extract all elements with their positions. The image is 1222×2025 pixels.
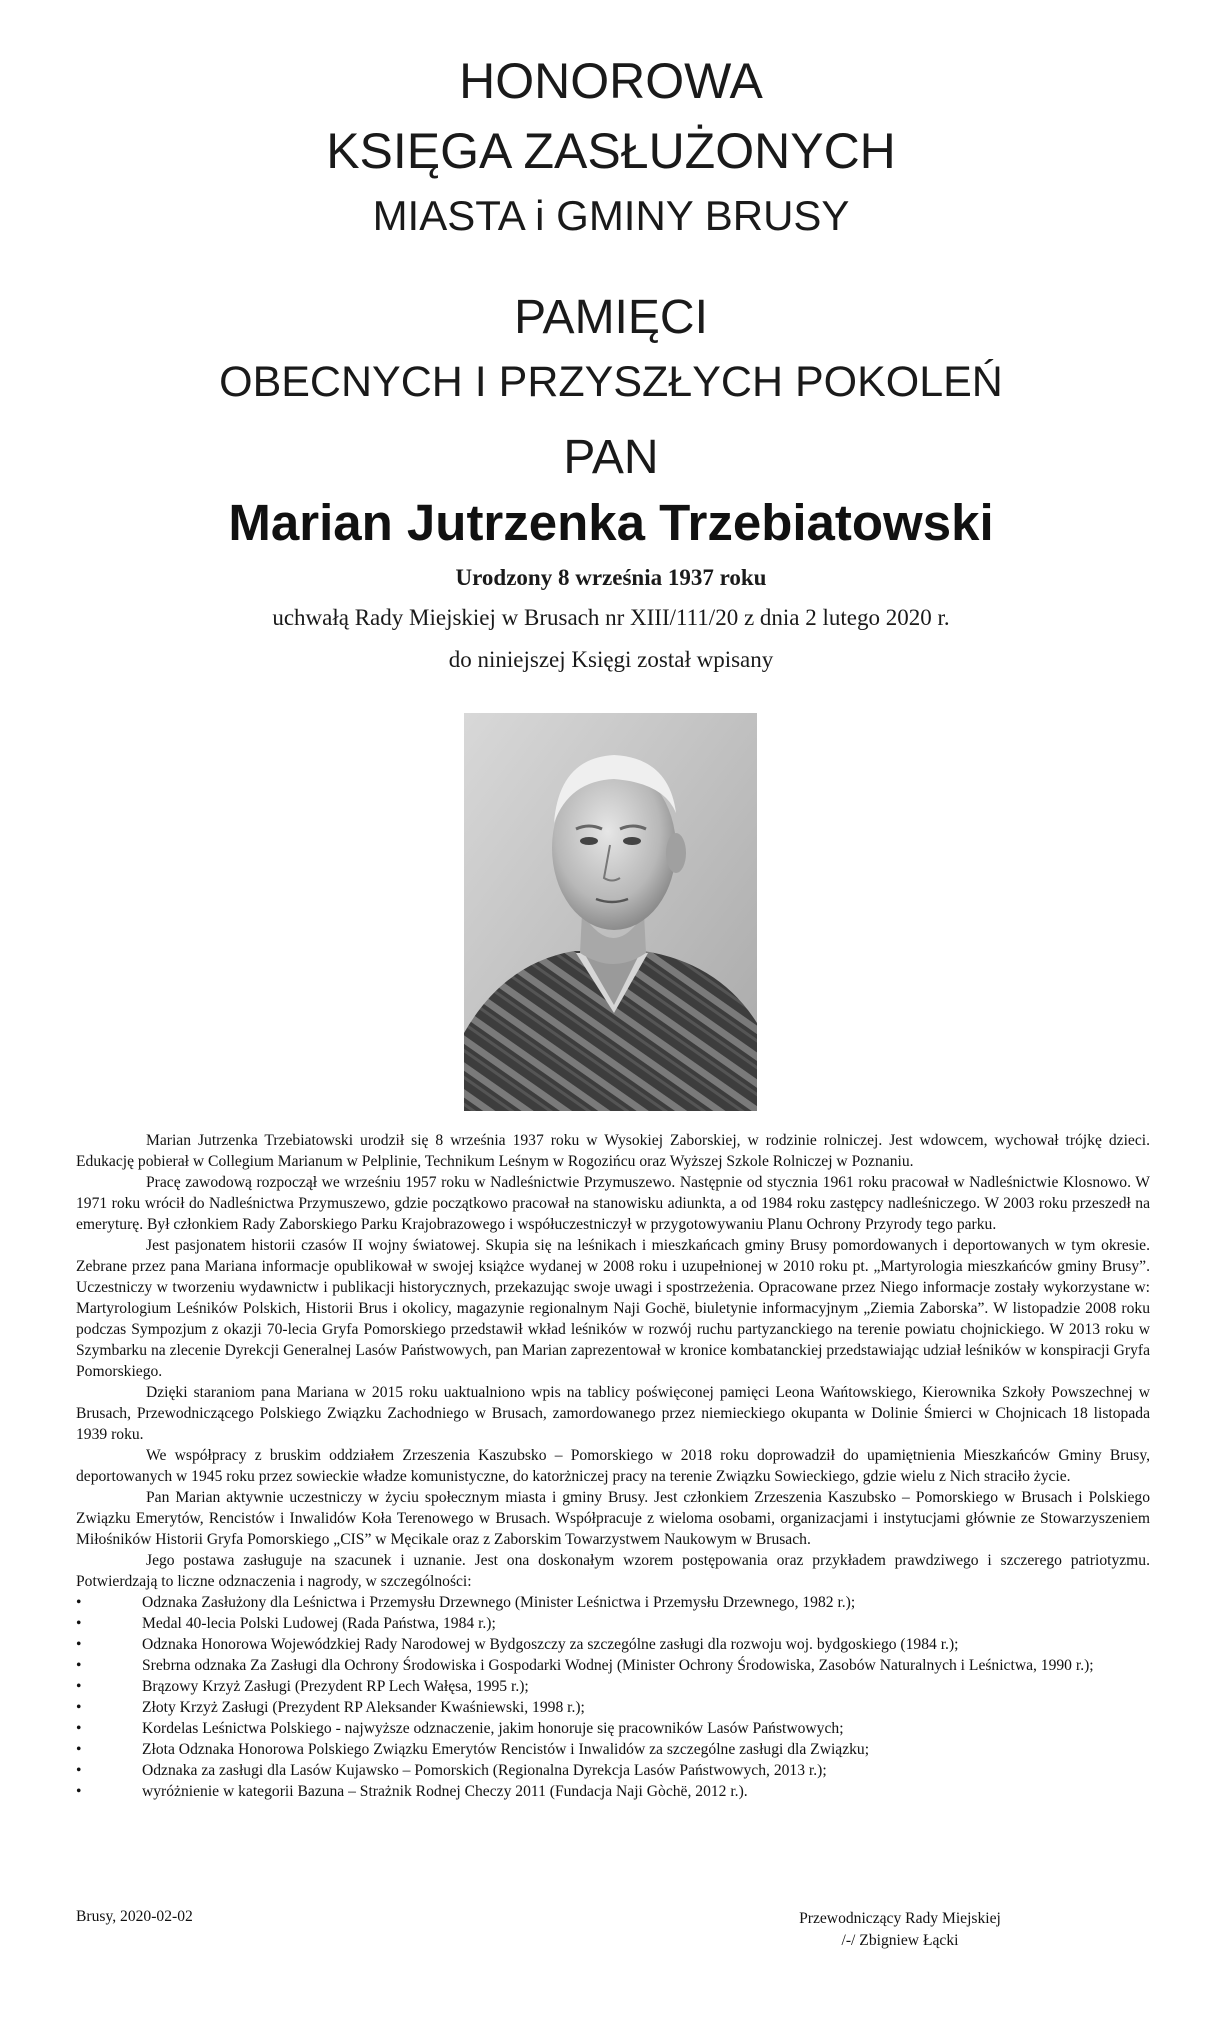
- biography-paragraph: Jest pasjonatem historii czasów II wojny światowej. Skupia się na leśnikach i mieszkańcach gminy Brusy pomordowanych i deportowanych w tym okresie. Zebrane przez pana Mariana informacje opublikował w swojej książce wydanej w 2008 roku i uzupełnionej w 2010 roku pt. „Martyrologia mieszkańców gminy Brusy”. Uczestniczy w tworzeniu wydawnictw i publikacji historycznych, przekazując swoje uwagi i spostrzeżenia. Opracowane przez Niego informacje zostały wykorzystane w: Martyrologium Leśników Polskich, Historii Brus i okolicy, magazynie regionalnym Naji Gochë, biuletynie informacyjnym „Ziemia Zaborska”. W listopadzie 2008 roku podczas Sympozjum z okazji 70-lecia Gryfa Pomorskiego przedstawił wkład leśników w rozwój ruchu partyzanckiego na terenie powiatu chojnickiego. W 2013 roku w Szymbarku na zlecenie Dyrekcji Generalnej Lasów Państwowych, pan Marian zaprezentował w kronice kombatanckiej przedstawiając udział leśników w konspiracji Gryfa Pomorskiego.: [76, 1237, 1150, 1380]
- biography-paragraph: Jego postawa zasługuje na szacunek i uznanie. Jest ona doskonałym wzorem postępowania oraz przykładem prawdziwego i szczerego patriotyzmu. Potwierdzają to liczne odznaczenia i nagrody, w szczególności:: [76, 1552, 1150, 1590]
- signatory-name: /-/ Zbigniew Łącki: [841, 1932, 959, 1949]
- award-item: • Medal 40-lecia Polski Ludowej (Rada Państwa, 1984 r.);: [76, 1613, 1150, 1634]
- signatory-title: Przewodniczący Rady Miejskiej: [799, 1910, 1001, 1927]
- title-line-ksiega: KSIĘGA ZASŁUŻONYCH: [326, 123, 896, 179]
- title-line-pokolen: OBECNYCH I PRZYSZŁYCH POKOLEŃ: [219, 358, 1003, 406]
- birth-date: Urodzony 8 września 1937 roku: [455, 565, 767, 590]
- biography-paragraph: We współpracy z bruskim oddziałem Zrzeszenia Kaszubsko – Pomorskiego w 2018 roku doprowadził do upamiętnienia Mieszkańców Gminy Brusy, deportowanych w 1945 roku przez sowieckie władze komunistyczne, do katorżniczej pracy na terenie Związku Sowieckiego, gdzie wielu z Nich straciło życie.: [76, 1447, 1150, 1485]
- biography-paragraph: Dzięki staraniom pana Mariana w 2015 roku uaktualniono wpis na tablicy poświęconej pamięci Leona Wańtowskiego, Kierownika Szkoły Powszechnej w Brusach, Przewodniczącego Polskiego Związku Zachodniego w Brusach, zamordowanego przez niemieckiego okupanta w Dolinie Śmierci w Chojnicach 18 listopada 1939 roku.: [76, 1384, 1150, 1443]
- biography-paragraph: Marian Jutrzenka Trzebiatowski urodził się 8 września 1937 roku w Wysokiej Zaborskiej, w rodzinie rolniczej. Jest wdowcem, wychował trójkę dzieci. Edukację pobierał w Collegium Marianum w Pelplinie, Technikum Leśnym w Rogozińcu oraz Wyższej Szkole Rolniczej w Poznaniu.: [76, 1132, 1150, 1170]
- title-line-miasta: MIASTA i GMINY BRUSY: [372, 192, 850, 239]
- resolution-line: uchwałą Rady Miejskiej w Brusach nr XIII/111/20 z dnia 2 lutego 2020 r.: [272, 605, 950, 630]
- entered-line: do niniejszej Księgi został wpisany: [448, 647, 774, 672]
- award-item: • Odznaka za zasługi dla Lasów Kujawsko – Pomorskich (Regionalna Dyrekcja Lasów Państwowych, 2013 r.);: [76, 1760, 1150, 1781]
- title-line-honorowa: HONOROWA: [459, 53, 763, 109]
- award-item: • wyróżnienie w kategorii Bazuna – Strażnik Rodnej Checzy 2011 (Fundacja Naji Gòchë, 2012 r.).: [76, 1781, 1150, 1802]
- award-item: • Brązowy Krzyż Zasługi (Prezydent RP Lech Wałęsa, 1995 r.);: [76, 1676, 1150, 1697]
- award-item: • Złoty Krzyż Zasługi (Prezydent RP Aleksander Kwaśniewski, 1998 r.);: [76, 1697, 1150, 1718]
- portrait-photo: [464, 713, 757, 1111]
- honoree-name: Marian Jutrzenka Trzebiatowski: [228, 494, 994, 551]
- place-date: Brusy, 2020-02-02: [76, 1908, 193, 1925]
- awards-list: [76, 1592, 1150, 1802]
- signature-block: [770, 1908, 1030, 1952]
- award-item: • Kordelas Leśnictwa Polskiego - najwyższe odznaczenie, jakim honoruje się pracowników Lasów Państwowych;: [76, 1718, 1150, 1739]
- award-item: • Złota Odznaka Honorowa Polskiego Związku Emerytów Rencistów i Inwalidów za szczególne zasługi dla Związku;: [76, 1739, 1150, 1760]
- title-line-pamieci: PAMIĘCI: [514, 291, 708, 344]
- biography-paragraph: Pracę zawodową rozpoczął we wrześniu 1957 roku w Nadleśnictwie Przymuszewo. Następnie od stycznia 1961 roku pracował w Nadleśnictwie Klosnowo. W 1971 roku wrócił do Nadleśnictwa Przymuszewo, gdzie początkowo pracował na stanowisku adiunkta, a od 1984 roku zastępcy nadleśniczego. W 2003 roku przeszedł na emeryturę. Był członkiem Rady Zaborskiego Parku Krajobrazowego i współuczestniczył w przygotowywaniu Planu Ochrony Przyrody tego parku.: [76, 1174, 1150, 1233]
- award-item: • Odznaka Zasłużony dla Leśnictwa i Przemysłu Drzewnego (Minister Leśnictwa i Przemysłu Drzewnego, 1982 r.);: [76, 1592, 1150, 1613]
- biography-text: [76, 1130, 1150, 1802]
- award-item: • Srebrna odznaka Za Zasługi dla Ochrony Środowiska i Gospodarki Wodnej (Minister Ochrony Środowiska, Zasobów Naturalnych i Leśnictwa, 1990 r.);: [76, 1655, 1150, 1676]
- title-line-pan: PAN: [563, 431, 659, 484]
- award-item: • Odznaka Honorowa Wojewódzkiej Rady Narodowej w Bydgoszczy za szczególne zasługi dla rozwoju woj. bydgoskiego (1984 r.);: [76, 1634, 1150, 1655]
- biography-paragraph: Pan Marian aktywnie uczestniczy w życiu społecznym miasta i gminy Brusy. Jest członkiem Zrzeszenia Kaszubsko – Pomorskiego w Brusach i Polskiego Związku Emerytów, Rencistów i Inwalidów Koła Terenowego w Brusach. Współpracuje z wieloma osobami, organizacjami i instytucjami głównie ze Stowarzyszeniem Miłośników Historii Gryfa Pomorskiego „CIS” w Męcikale oraz z Zaborskim Towarzystwem Naukowym w Brusach.: [76, 1489, 1150, 1548]
